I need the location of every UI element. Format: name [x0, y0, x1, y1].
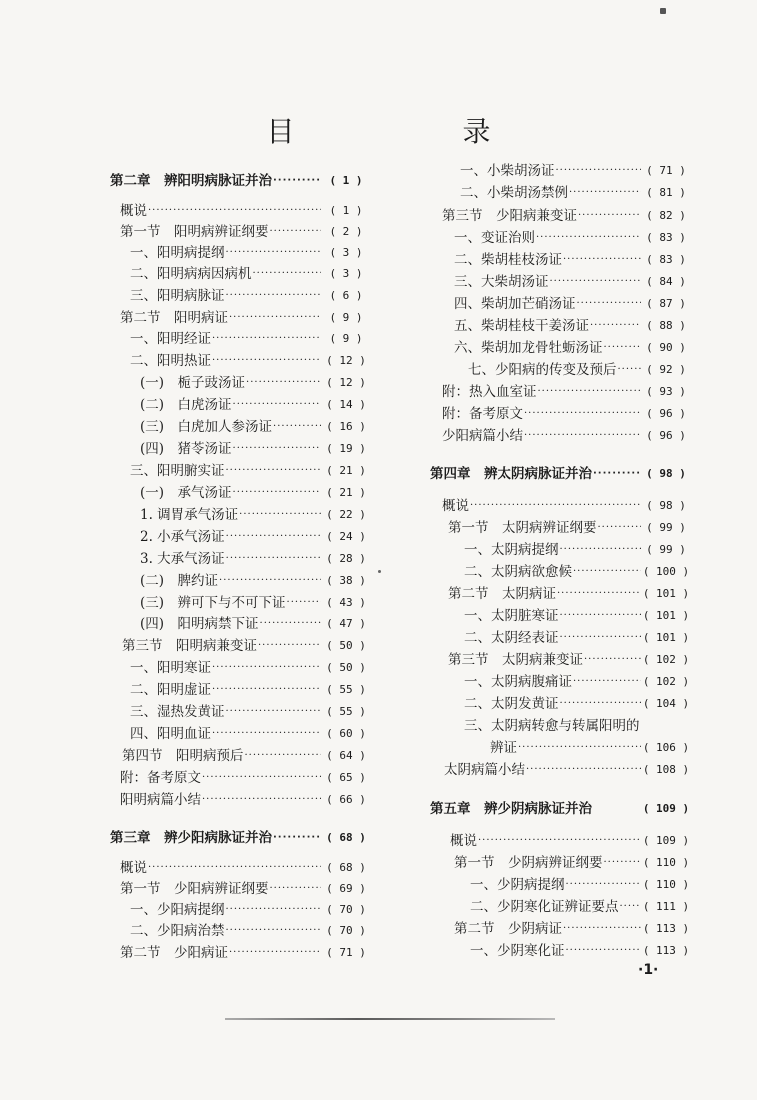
- entry-label: 第二章 辨阳明病脉证并治: [110, 173, 272, 189]
- leader-dots: [148, 201, 321, 221]
- toc-entry: [122, 636, 370, 656]
- leader-dots: [226, 286, 322, 306]
- leader-dots: [245, 746, 322, 766]
- entry-label: (三) 白虎加人参汤证: [140, 419, 273, 435]
- entry-label: 二、太阴经表证: [464, 630, 559, 646]
- entry-page: ( 96 ): [646, 429, 686, 442]
- entry-label: 太阴病篇小结: [444, 762, 525, 778]
- entry-page: ( 92 ): [646, 363, 686, 376]
- entry-label: 一、少阳病提纲: [130, 902, 225, 918]
- entry-page: ( 83 ): [646, 253, 686, 266]
- leader-dots: [253, 264, 322, 284]
- entry-page: ( 50 ): [326, 661, 366, 674]
- leader-dots: [226, 527, 321, 547]
- leader-dots: [212, 658, 321, 678]
- leader-dots: [590, 316, 641, 336]
- toc-entry: [130, 243, 370, 263]
- toc-entry: [464, 716, 690, 736]
- toc-entry: [140, 505, 370, 525]
- entry-label: 第一节 少阴病辨证纲要: [454, 855, 603, 871]
- entry-page: ( 1 ): [329, 174, 363, 187]
- entry-label: 二、阳明病病因病机: [130, 266, 252, 282]
- entry-label: 附：备考原文: [120, 770, 201, 786]
- entry-page: ( 99 ): [646, 543, 686, 556]
- entry-page: ( 12 ): [326, 354, 366, 367]
- toc-entry: [120, 879, 370, 899]
- toc-entry: [140, 417, 370, 437]
- entry-label: 少阳病篇小结: [442, 428, 523, 444]
- entry-label: 第四节 阳明病预后: [122, 748, 244, 764]
- leader-dots: [478, 831, 641, 851]
- bottom-rule: [225, 1018, 555, 1020]
- entry-page: ( 82 ): [646, 209, 686, 222]
- entry-label: 第二节 少阳病证: [120, 945, 228, 961]
- toc-entry: [468, 360, 690, 380]
- leader-dots: [226, 900, 322, 920]
- entry-page: ( 84 ): [646, 275, 686, 288]
- toc-entry: [120, 308, 370, 328]
- toc-entry: [454, 228, 690, 248]
- entry-page: ( 109 ): [642, 834, 690, 847]
- toc-entry: [140, 549, 370, 569]
- leader-dots: [229, 943, 321, 963]
- leader-dots: [560, 694, 642, 714]
- toc-entry: [130, 702, 370, 722]
- entry-label: 第三章 辨少阳病脉证并治: [110, 830, 272, 846]
- toc-entry: [120, 943, 370, 963]
- leader-dots: [470, 496, 641, 516]
- leader-dots: [226, 461, 322, 481]
- toc-entry: [442, 404, 690, 424]
- entry-page: ( 98 ): [646, 499, 686, 512]
- toc-entry: [448, 518, 690, 538]
- entry-page: ( 99 ): [646, 521, 686, 534]
- entry-page: ( 55 ): [326, 683, 366, 696]
- entry-page: ( 101 ): [642, 609, 690, 622]
- leader-dots: [226, 921, 322, 941]
- toc-entry: [130, 724, 370, 744]
- entry-page: ( 50 ): [326, 639, 366, 652]
- entry-label: 1. 调胃承气汤证: [140, 507, 239, 523]
- entry-label: 辨证: [490, 740, 517, 756]
- entry-page: ( 22 ): [326, 508, 366, 521]
- entry-label: (二) 脾约证: [140, 573, 219, 589]
- entry-page: ( 101 ): [642, 631, 690, 644]
- entry-label: 一、变证治则: [454, 230, 535, 246]
- leader-dots: [584, 650, 641, 670]
- chapter-entry: [110, 171, 370, 191]
- leader-dots: [566, 875, 642, 895]
- leader-dots: [560, 540, 642, 560]
- entry-label: 第四章 辨太阴病脉证并治: [430, 466, 592, 482]
- entry-page: ( 111 ): [642, 900, 690, 913]
- leader-dots: [219, 571, 321, 591]
- leader-dots: [239, 505, 321, 525]
- entry-page: ( 96 ): [646, 407, 686, 420]
- leader-dots: [212, 329, 321, 349]
- toc-entry: [464, 694, 690, 714]
- entry-label: 一、太阴脏寒证: [464, 608, 559, 624]
- toc-entry: [470, 897, 690, 917]
- toc-entry: [140, 439, 370, 459]
- leader-dots: [569, 183, 641, 203]
- toc-entry: [120, 768, 370, 788]
- toc-entry: [460, 161, 690, 181]
- entry-page: ( 47 ): [326, 617, 366, 630]
- toc-entry: [460, 183, 690, 203]
- leader-dots: [604, 853, 642, 873]
- toc-entry: [448, 650, 690, 670]
- entry-label: 一、阳明寒证: [130, 660, 211, 676]
- leader-dots: [577, 294, 642, 314]
- toc-entry: [130, 351, 370, 371]
- entry-label: 第二节 少阴病证: [454, 921, 562, 937]
- entry-page: ( 21 ): [326, 486, 366, 499]
- toc-entry: [454, 294, 690, 314]
- entry-label: 一、太阴病提纲: [464, 542, 559, 558]
- toc-entry: [464, 672, 690, 692]
- chapter-entry: [430, 464, 690, 484]
- leader-dots: [229, 308, 321, 328]
- entry-label: 第二节 太阴病证: [448, 586, 556, 602]
- leader-dots: [524, 426, 641, 446]
- leader-dots: [578, 206, 641, 226]
- leader-dots: [273, 417, 321, 437]
- leader-dots: [566, 941, 642, 961]
- entry-page: ( 43 ): [326, 596, 366, 609]
- entry-page: ( 98 ): [646, 467, 686, 480]
- leader-dots: [258, 636, 321, 656]
- toc-entry: [140, 395, 370, 415]
- entry-label: 2. 小承气汤证: [140, 529, 225, 545]
- entry-page: ( 6 ): [329, 289, 363, 302]
- leader-dots: [202, 768, 321, 788]
- entry-label: (四) 阳明病禁下证: [140, 616, 259, 632]
- chapter-entry: [430, 799, 690, 819]
- leader-dots: [524, 404, 641, 424]
- entry-label: 二、少阴寒化证辨证要点: [470, 899, 619, 915]
- toc-entry: [130, 286, 370, 306]
- toc-entry: [130, 264, 370, 284]
- entry-label: 附：备考原文: [442, 406, 523, 422]
- entry-label: 三、太阴病转愈与转属阳明的: [464, 718, 640, 734]
- entry-page: ( 71 ): [326, 946, 366, 959]
- leader-dots: [246, 373, 321, 393]
- leader-dots: [233, 439, 321, 459]
- print-speck: [378, 570, 381, 573]
- leader-dots: [556, 161, 642, 181]
- leader-dots: [212, 351, 321, 371]
- leader-dots: [557, 584, 641, 604]
- entry-page: ( 110 ): [642, 856, 690, 869]
- toc-entry: [130, 658, 370, 678]
- toc-entry: [140, 527, 370, 547]
- leader-dots: [550, 272, 642, 292]
- toc-entry: [454, 316, 690, 336]
- leader-dots: [560, 606, 642, 626]
- toc-entry: [140, 483, 370, 503]
- toc-entry: [444, 760, 690, 780]
- entry-page: ( 88 ): [646, 319, 686, 332]
- entry-page: ( 12 ): [326, 376, 366, 389]
- entry-label: 二、太阴发黄证: [464, 696, 559, 712]
- entry-page: ( 110 ): [642, 878, 690, 891]
- toc-entry: [120, 201, 370, 221]
- toc-entry: [140, 593, 370, 613]
- entry-label: (三) 辨可下与不可下证: [140, 595, 286, 611]
- entry-label: 一、阳明经证: [130, 331, 211, 347]
- entry-page: ( 93 ): [646, 385, 686, 398]
- toc-entry: [140, 373, 370, 393]
- entry-page: ( 100 ): [642, 565, 690, 578]
- toc-entry: [140, 571, 370, 591]
- entry-page: ( 102 ): [642, 653, 690, 666]
- leader-dots: [620, 897, 642, 917]
- entry-label: 概说: [450, 833, 477, 849]
- leader-dots: [598, 518, 642, 538]
- leader-dots: [270, 879, 322, 899]
- leader-dots: [226, 702, 322, 722]
- leader-dots: [226, 243, 322, 263]
- leader-dots: [148, 858, 321, 878]
- toc-entry: [130, 329, 370, 349]
- entry-page: ( 24 ): [326, 530, 366, 543]
- entry-page: ( 55 ): [326, 705, 366, 718]
- entry-label: (二) 白虎汤证: [140, 397, 232, 413]
- entry-page: ( 104 ): [642, 697, 690, 710]
- entry-page: ( 70 ): [326, 903, 366, 916]
- entry-label: 概说: [442, 498, 469, 514]
- entry-label: 概说: [120, 860, 147, 876]
- entry-page: ( 21 ): [326, 464, 366, 477]
- toc-entry: [454, 919, 690, 939]
- leader-dots: [563, 250, 641, 270]
- entry-page: ( 1 ): [329, 204, 363, 217]
- entry-label: 二、阳明虚证: [130, 682, 211, 698]
- entry-label: 二、小柴胡汤禁例: [460, 185, 568, 201]
- entry-label: 三、大柴胡汤证: [454, 274, 549, 290]
- entry-page: ( 3 ): [329, 246, 363, 259]
- entry-label: 三、阳明病脉证: [130, 288, 225, 304]
- entry-label: 二、阳明热证: [130, 353, 211, 369]
- toc-entry: [470, 941, 690, 961]
- entry-page: ( 2 ): [329, 225, 363, 238]
- entry-page: ( 108 ): [642, 763, 690, 776]
- leader-dots: [618, 360, 642, 380]
- leader-dots: [593, 464, 641, 484]
- leader-dots: [560, 628, 642, 648]
- entry-label: (四) 猪苓汤证: [140, 441, 232, 457]
- entry-page: ( 101 ): [642, 587, 690, 600]
- leader-dots: [212, 724, 321, 744]
- leader-dots: [270, 222, 322, 242]
- toc-entry: [120, 858, 370, 878]
- leader-dots: [573, 672, 641, 692]
- entry-label: 三、阳明腑实证: [130, 463, 225, 479]
- entry-label: 阳明病篇小结: [120, 792, 201, 808]
- leader-dots: [226, 549, 321, 569]
- corner-mark: [660, 8, 666, 14]
- leader-dots: [273, 828, 321, 848]
- entry-page: ( 19 ): [326, 442, 366, 455]
- leader-dots: [604, 338, 642, 358]
- entry-label: 一、少阴寒化证: [470, 943, 565, 959]
- entry-page: ( 90 ): [646, 341, 686, 354]
- leader-dots: [518, 738, 641, 758]
- entry-page: ( 113 ): [642, 922, 690, 935]
- toc-entry: [122, 746, 370, 766]
- entry-page: ( 3 ): [329, 267, 363, 280]
- entry-page: ( 65 ): [326, 771, 366, 784]
- toc-entry: [120, 222, 370, 242]
- toc-entry: [130, 461, 370, 481]
- leader-dots: [233, 483, 321, 503]
- entry-label: 第一节 少阳病辨证纲要: [120, 881, 269, 897]
- entry-page: ( 68 ): [326, 831, 366, 844]
- toc-entry: [490, 738, 690, 758]
- leader-dots: [538, 382, 642, 402]
- toc-entry: [120, 790, 370, 810]
- toc-entry: [464, 562, 690, 582]
- entry-label: 附：热入血室证: [442, 384, 537, 400]
- toc-entry: [470, 875, 690, 895]
- entry-page: ( 14 ): [326, 398, 366, 411]
- toc-entry: [442, 206, 690, 226]
- entry-label: 二、太阴病欲愈候: [464, 564, 572, 580]
- entry-page: ( 81 ): [646, 186, 686, 199]
- toc-entry: [130, 680, 370, 700]
- entry-page: ( 102 ): [642, 675, 690, 688]
- entry-label: 第五章 辨少阴病脉证并治: [430, 801, 592, 817]
- toc-entry: [464, 628, 690, 648]
- entry-page: ( 69 ): [326, 882, 366, 895]
- entry-label: 四、柴胡加芒硝汤证: [454, 296, 576, 312]
- leader-dots: [526, 760, 641, 780]
- leader-dots: [573, 562, 641, 582]
- toc-entry: [442, 426, 690, 446]
- toc-entry: [130, 900, 370, 920]
- entry-label: 第二节 阳明病证: [120, 310, 228, 326]
- entry-label: 第一节 太阴病辨证纲要: [448, 520, 597, 536]
- leader-dots: [260, 614, 321, 634]
- entry-page: ( 38 ): [326, 574, 366, 587]
- entry-page: ( 9 ): [329, 311, 363, 324]
- leader-dots: [536, 228, 641, 248]
- toc-entry: [130, 921, 370, 941]
- entry-label: 一、阳明病提纲: [130, 245, 225, 261]
- entry-page: ( 83 ): [646, 231, 686, 244]
- chapter-entry: [110, 828, 370, 848]
- entry-label: (一) 栀子豉汤证: [140, 375, 246, 391]
- toc-entry: [442, 382, 690, 402]
- entry-page: ( 109 ): [642, 802, 690, 815]
- entry-page: ( 16 ): [326, 420, 366, 433]
- entry-page: ( 60 ): [326, 727, 366, 740]
- leader-dots: [273, 171, 321, 191]
- leader-dots: [563, 919, 641, 939]
- leader-dots: [287, 593, 321, 613]
- page-number: ·1·: [638, 962, 659, 978]
- entry-label: 第三节 少阳病兼变证: [442, 208, 577, 224]
- entry-page: ( 28 ): [326, 552, 366, 565]
- entry-label: 一、小柴胡汤证: [460, 163, 555, 179]
- entry-label: 六、柴胡加龙骨牡蛎汤证: [454, 340, 603, 356]
- entry-label: 四、阳明血证: [130, 726, 211, 742]
- toc-entry: [464, 540, 690, 560]
- entry-label: 第三节 阳明病兼变证: [122, 638, 257, 654]
- entry-page: ( 113 ): [642, 944, 690, 957]
- leader-dots: [233, 395, 321, 415]
- entry-label: 五、柴胡桂枝干姜汤证: [454, 318, 589, 334]
- entry-page: ( 9 ): [329, 332, 363, 345]
- toc-entry: [464, 606, 690, 626]
- toc-entry: [442, 496, 690, 516]
- entry-page: ( 106 ): [642, 741, 690, 754]
- entry-label: 3. 大承气汤证: [140, 551, 225, 567]
- entry-page: ( 64 ): [326, 749, 366, 762]
- entry-label: 一、少阴病提纲: [470, 877, 565, 893]
- toc-entry: [140, 614, 370, 634]
- leader-dots: [212, 680, 321, 700]
- entry-label: (一) 承气汤证: [140, 485, 232, 501]
- toc-entry: [454, 338, 690, 358]
- toc-entry: [450, 831, 690, 851]
- leader-dots: [202, 790, 321, 810]
- entry-label: 三、湿热发黄证: [130, 704, 225, 720]
- entry-page: ( 66 ): [326, 793, 366, 806]
- toc-entry: [448, 584, 690, 604]
- toc-entry: [454, 853, 690, 873]
- entry-label: 七、少阳病的传变及预后: [468, 362, 617, 378]
- page-title: 目 录: [266, 115, 561, 148]
- entry-label: 一、太阴病腹痛证: [464, 674, 572, 690]
- entry-page: ( 71 ): [646, 164, 686, 177]
- entry-page: ( 70 ): [326, 924, 366, 937]
- toc-entry: [454, 250, 690, 270]
- entry-page: ( 68 ): [326, 861, 366, 874]
- entry-page: ( 87 ): [646, 297, 686, 310]
- entry-label: 二、柴胡桂枝汤证: [454, 252, 562, 268]
- entry-label: 第三节 太阴病兼变证: [448, 652, 583, 668]
- entry-label: 概说: [120, 203, 147, 219]
- toc-entry: [454, 272, 690, 292]
- entry-label: 二、少阳病治禁: [130, 923, 225, 939]
- entry-label: 第一节 阳明病辨证纲要: [120, 224, 269, 240]
